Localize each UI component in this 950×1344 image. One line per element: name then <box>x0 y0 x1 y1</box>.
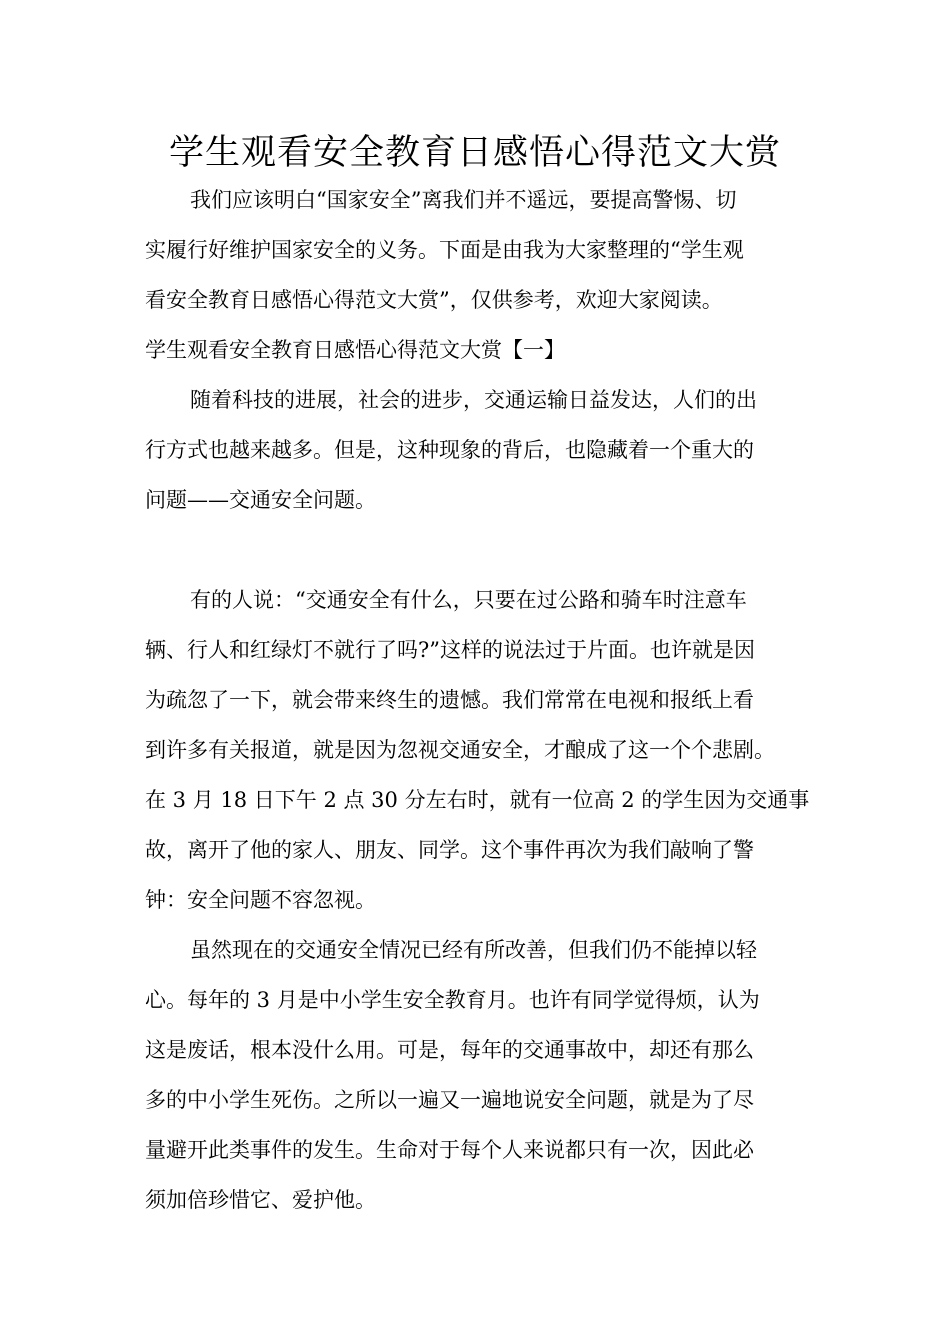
text-line: 虽然现在的交通安全情况已经有所改善，但我们仍不能掉以轻 <box>190 938 757 962</box>
paragraph-3 <box>145 925 815 1225</box>
text-line: 有的人说：“交通安全有什么，只要在过公路和骑车时注意车 <box>190 588 747 612</box>
paragraph-1 <box>145 375 815 525</box>
text-line: 多的中小学生死伤。之所以一遍又一遍地说安全问题，就是为了尽 <box>145 1088 754 1112</box>
text-line: 在 3 月 18 日下午 2 点 30 分左右时，就有一位高 2 的学生因为交通事 <box>145 788 810 812</box>
text-line: 行方式也越来越多。但是，这种现象的背后，也隐藏着一个重大的 <box>145 438 754 462</box>
text-line: 实履行好维护国家安全的义务。下面是由我为大家整理的“学生观 <box>145 238 744 262</box>
text-line: 到许多有关报道，就是因为忽视交通安全，才酿成了这一个个悲剧。 <box>145 738 775 762</box>
intro-paragraph <box>145 175 815 325</box>
text-line: 看安全教育日感悟心得范文大赏”，仅供参考，欢迎大家阅读。 <box>145 288 723 312</box>
text-line: 故，离开了他的家人、朋友、同学。这个事件再次为我们敲响了警 <box>145 838 754 862</box>
text-line: 随着科技的进展，社会的进步，交通运输日益发达，人们的出 <box>190 388 757 412</box>
text-line: 须加倍珍惜它、爱护他。 <box>145 1188 376 1212</box>
text-line: 辆、行人和红绿灯不就行了吗?”这样的说法过于片面。也许就是因 <box>145 638 755 662</box>
text-line: 这是废话，根本没什么用。可是，每年的交通事故中，却还有那么 <box>145 1038 754 1062</box>
paragraph-2 <box>145 575 815 925</box>
text-line: 为疏忽了一下，就会带来终生的遗憾。我们常常在电视和报纸上看 <box>145 688 754 712</box>
text-line: 我们应该明白“国家安全”离我们并不遥远，要提高警惕、切 <box>190 188 737 212</box>
text-line: 量避开此类事件的发生。生命对于每个人来说都只有一次，因此必 <box>145 1138 754 1162</box>
section-heading <box>145 325 815 375</box>
section-heading-text: 学生观看安全教育日感悟心得范文大赏【一】 <box>145 338 565 362</box>
document-title: 学生观看安全教育日感悟心得范文大赏 <box>168 133 781 173</box>
text-line: 钟：安全问题不容忽视。 <box>145 888 376 912</box>
text-line: 心。每年的 3 月是中小学生安全教育月。也许有同学觉得烦，认为 <box>145 988 760 1012</box>
text-line: 问题——交通安全问题。 <box>145 488 376 512</box>
